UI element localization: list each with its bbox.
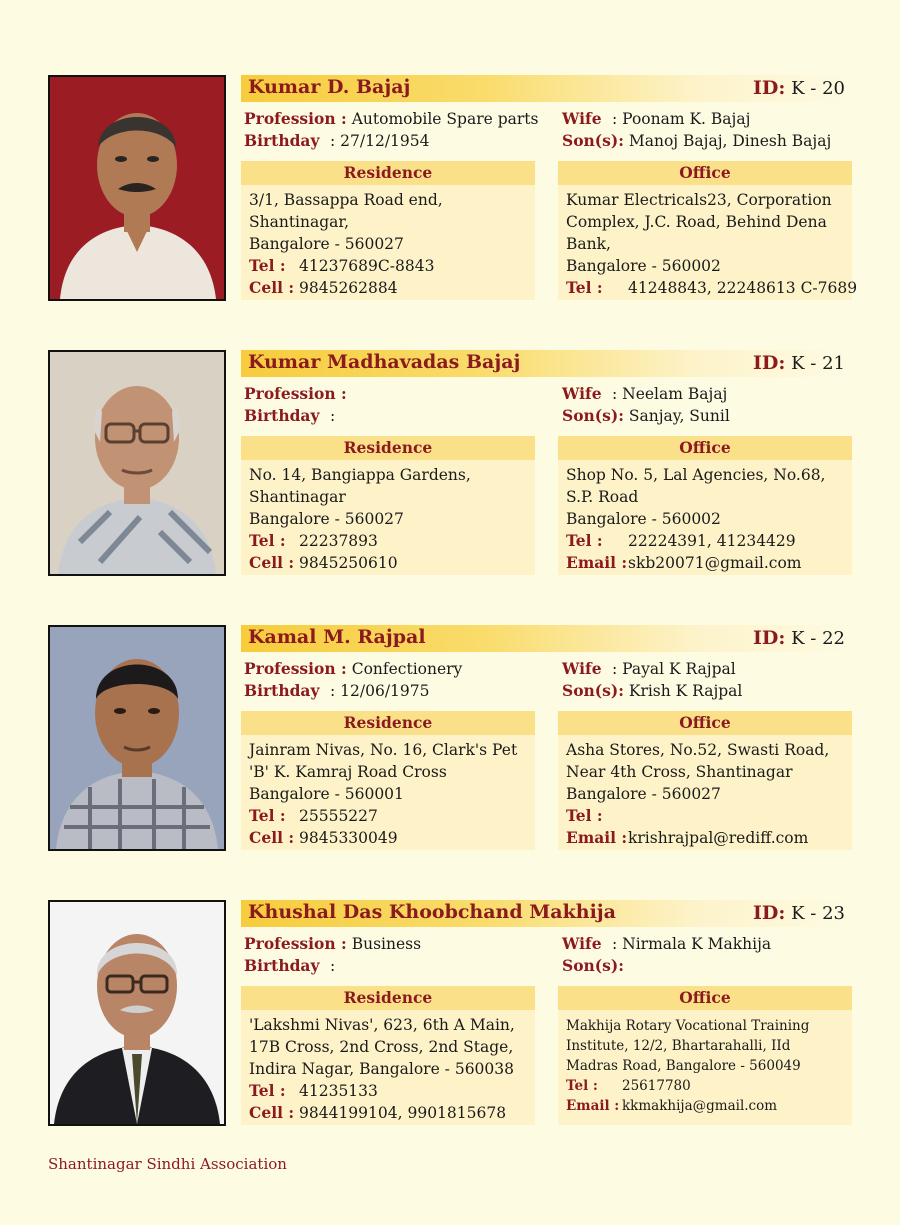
address-line: Complex, J.C. Road, Behind Dena <box>566 213 827 231</box>
birthday-label: Birthday <box>244 956 320 975</box>
email-row <box>566 827 846 849</box>
residence-panel <box>241 711 535 850</box>
id-label: ID: <box>752 352 786 374</box>
tel-row <box>249 1080 529 1102</box>
id-value: K - 21 <box>791 353 845 374</box>
tel-label: Tel : <box>249 256 286 275</box>
address-line: No. 14, Bangiappa Gardens, <box>249 466 471 484</box>
address-line: Bangalore - 560027 <box>249 235 404 253</box>
profession-label: Profession : <box>244 384 347 403</box>
id-label: ID: <box>752 902 786 924</box>
residence-panel <box>241 436 535 575</box>
tel-row <box>249 255 529 277</box>
office-address <box>558 1010 852 1116</box>
tel-label: Tel : <box>566 278 603 297</box>
member-name: Kumar D. Bajaj <box>248 76 411 98</box>
tel-label: Tel : <box>249 531 286 550</box>
wife-label: Wife <box>562 384 602 403</box>
sons-row <box>562 955 624 977</box>
profession-value: Business <box>351 935 422 953</box>
id-value: K - 20 <box>791 78 845 99</box>
office-address <box>558 735 852 849</box>
wife-value: : Neelam Bajaj <box>612 385 728 403</box>
office-panel <box>558 436 852 575</box>
address-line: 'Lakshmi Nivas', 623, 6th A Main, <box>249 1016 515 1034</box>
tel-value: 22224391, 41234429 <box>628 532 796 550</box>
birthday-row <box>244 405 335 427</box>
address-line: Asha Stores, No.52, Swasti Road, <box>566 741 830 759</box>
wife-row <box>562 383 727 405</box>
tel-value: 22237893 <box>299 532 378 550</box>
wife-value: : Payal K Rajpal <box>612 660 736 678</box>
sons-row <box>562 405 730 427</box>
tel-label: Tel : <box>566 806 603 825</box>
address-line: Indira Nagar, Bangalore - 560038 <box>249 1060 514 1078</box>
tel-row <box>566 1076 846 1096</box>
member-photo <box>48 350 226 576</box>
address-line: Bangalore - 560001 <box>249 785 404 803</box>
id-value: K - 22 <box>791 628 845 649</box>
id-label: ID: <box>752 77 786 99</box>
address-line: Shop No. 5, Lal Agencies, No.68, <box>566 466 826 484</box>
birthday-label: Birthday <box>244 131 320 150</box>
cell-label: Cell : <box>249 553 295 572</box>
residence-panel <box>241 161 535 300</box>
address-line: Bangalore - 560027 <box>566 785 721 803</box>
sons-value: Manoj Bajaj, Dinesh Bajaj <box>628 132 832 150</box>
sons-label: Son(s): <box>562 956 624 975</box>
sons-value: Sanjay, Sunil <box>628 407 730 425</box>
name-bar <box>241 625 851 652</box>
profession-label: Profession : <box>244 934 347 953</box>
office-heading: Office <box>558 436 852 460</box>
tel-value: 25617780 <box>622 1078 691 1094</box>
address-line: S.P. Road <box>566 488 639 506</box>
tel-value: 25555227 <box>299 807 378 825</box>
residence-panel <box>241 986 535 1125</box>
footer-association-name: Shantinagar Sindhi Association <box>48 1155 287 1173</box>
cell-row <box>249 277 529 299</box>
email-row <box>566 552 846 574</box>
office-panel <box>558 986 852 1125</box>
profession-label: Profession : <box>244 109 347 128</box>
address-line: Bangalore - 560027 <box>249 510 404 528</box>
address-line: Jainram Nivas, No. 16, Clark's Pet <box>249 741 518 759</box>
member-entry <box>48 900 853 1128</box>
tel-label: Tel : <box>249 806 286 825</box>
cell-value: 9845330049 <box>299 829 398 847</box>
member-entry <box>48 625 853 853</box>
office-heading: Office <box>558 161 852 185</box>
member-id <box>753 77 845 99</box>
tel-row <box>249 805 529 827</box>
name-bar <box>241 900 851 927</box>
office-address <box>558 185 858 299</box>
birthday-value: : <box>330 407 336 425</box>
email-label: Email : <box>566 1098 620 1114</box>
address-line: Bank, <box>566 235 611 253</box>
member-name: Kamal M. Rajpal <box>248 626 426 648</box>
profession-row <box>244 933 421 955</box>
email-row <box>566 1096 846 1116</box>
address-line: 'B' K. Kamraj Road Cross <box>249 763 447 781</box>
cell-label: Cell : <box>249 1103 295 1122</box>
member-entry <box>48 350 853 578</box>
id-value: K - 23 <box>791 903 845 924</box>
member-id <box>753 352 845 374</box>
address-line: Madras Road, Bangalore - 560049 <box>566 1058 801 1074</box>
member-name: Khushal Das Khoobchand Makhija <box>248 901 616 923</box>
member-id <box>753 627 845 649</box>
cell-value: 9845262884 <box>299 279 398 297</box>
profession-row <box>244 658 462 680</box>
address-line: Shantinagar <box>249 488 346 506</box>
cell-row <box>249 827 529 849</box>
tel-value: 41235133 <box>299 1082 378 1100</box>
tel-row <box>566 277 858 299</box>
address-line: 17B Cross, 2nd Cross, 2nd Stage, <box>249 1038 514 1056</box>
wife-row <box>562 658 736 680</box>
tel-value: 41237689C-8843 <box>299 257 435 275</box>
wife-label: Wife <box>562 934 602 953</box>
member-photo <box>48 900 226 1126</box>
birthday-row <box>244 680 430 702</box>
birthday-value: : 27/12/1954 <box>330 132 430 150</box>
tel-label: Tel : <box>566 531 603 550</box>
cell-label: Cell : <box>249 278 295 297</box>
id-label: ID: <box>752 627 786 649</box>
member-photo <box>48 75 226 301</box>
profession-row <box>244 108 538 130</box>
office-panel <box>558 161 858 300</box>
wife-label: Wife <box>562 109 602 128</box>
cell-value: 9844199104, 9901815678 <box>299 1104 507 1122</box>
profession-label: Profession : <box>244 659 347 678</box>
wife-value: : Poonam K. Bajaj <box>612 110 751 128</box>
wife-row <box>562 933 771 955</box>
cell-label: Cell : <box>249 828 295 847</box>
address-line: Near 4th Cross, Shantinagar <box>566 763 793 781</box>
profession-value: Confectionery <box>351 660 463 678</box>
tel-row <box>566 805 846 827</box>
residence-heading: Residence <box>241 161 535 185</box>
address-line: Makhija Rotary Vocational Training <box>566 1018 810 1034</box>
member-name: Kumar Madhavadas Bajaj <box>248 351 521 373</box>
tel-value: 41248843, 22248613 C-7689 <box>628 279 858 297</box>
birthday-row <box>244 130 430 152</box>
sons-row <box>562 130 831 152</box>
residence-address <box>241 185 535 299</box>
residence-heading: Residence <box>241 986 535 1010</box>
email-value: skb20071@gmail.com <box>628 554 802 572</box>
address-line: Shantinagar, <box>249 213 350 231</box>
birthday-value: : 12/06/1975 <box>330 682 430 700</box>
birthday-label: Birthday <box>244 406 320 425</box>
birthday-row <box>244 955 335 977</box>
profession-row <box>244 383 347 405</box>
cell-row <box>249 552 529 574</box>
birthday-label: Birthday <box>244 681 320 700</box>
residence-address <box>241 735 535 849</box>
email-label: Email : <box>566 828 628 847</box>
sons-label: Son(s): <box>562 681 624 700</box>
sons-value: Krish K Rajpal <box>628 682 743 700</box>
address-line: Institute, 12/2, Bhartarahalli, IId <box>566 1038 791 1054</box>
office-heading: Office <box>558 986 852 1010</box>
address-line: Bangalore - 560002 <box>566 257 721 275</box>
address-line: Kumar Electricals23, Corporation <box>566 191 832 209</box>
cell-value: 9845250610 <box>299 554 398 572</box>
wife-label: Wife <box>562 659 602 678</box>
name-bar <box>241 75 851 102</box>
tel-label: Tel : <box>566 1078 598 1094</box>
member-entry <box>48 75 858 303</box>
address-line: Bangalore - 560002 <box>566 510 721 528</box>
tel-label: Tel : <box>249 1081 286 1100</box>
email-value: krishrajpal@rediff.com <box>628 829 809 847</box>
tel-row <box>566 530 846 552</box>
wife-value: : Nirmala K Makhija <box>612 935 772 953</box>
member-id <box>753 902 845 924</box>
sons-label: Son(s): <box>562 131 624 150</box>
residence-address <box>241 1010 535 1124</box>
address-line: 3/1, Bassappa Road end, <box>249 191 443 209</box>
birthday-value: : <box>330 957 336 975</box>
residence-heading: Residence <box>241 711 535 735</box>
residence-heading: Residence <box>241 436 535 460</box>
tel-row <box>249 530 529 552</box>
name-bar <box>241 350 851 377</box>
office-heading: Office <box>558 711 852 735</box>
wife-row <box>562 108 750 130</box>
residence-address <box>241 460 535 574</box>
sons-row <box>562 680 742 702</box>
member-photo <box>48 625 226 851</box>
profession-value: Automobile Spare parts <box>351 110 539 128</box>
email-value: kkmakhija@gmail.com <box>622 1098 778 1114</box>
office-panel <box>558 711 852 850</box>
cell-row <box>249 1102 529 1124</box>
sons-label: Son(s): <box>562 406 624 425</box>
office-address <box>558 460 852 574</box>
email-label: Email : <box>566 553 628 572</box>
